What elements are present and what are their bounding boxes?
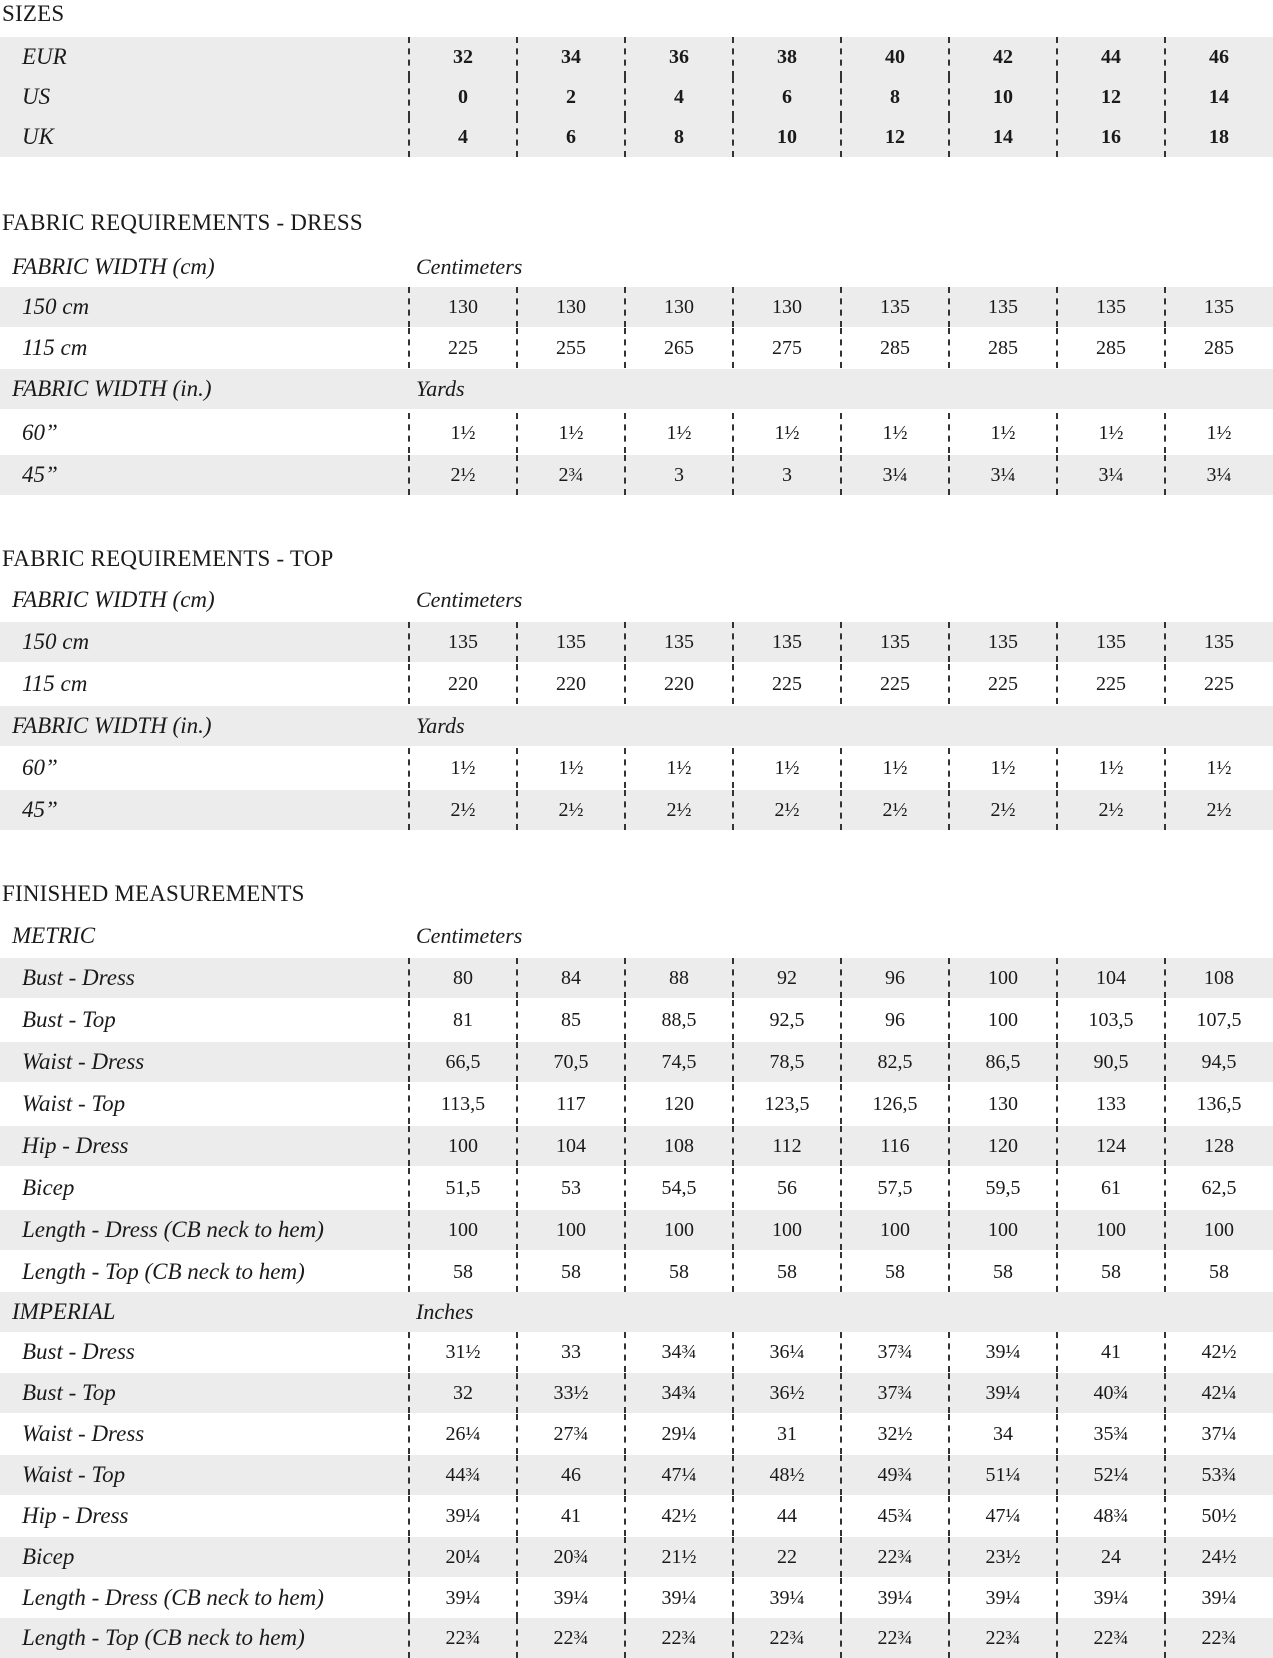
value-cell: 39¼ — [1056, 1578, 1164, 1618]
value-cell: 78,5 — [732, 1042, 840, 1082]
value-cell: 20¾ — [516, 1537, 624, 1577]
value-cell: 6 — [732, 77, 840, 117]
row-label: 45” — [22, 797, 58, 822]
value-cell: 225 — [840, 664, 948, 704]
value-cell: 1½ — [624, 413, 732, 453]
value-cell: 2 — [516, 77, 624, 117]
metric-header-label: METRIC — [12, 923, 96, 948]
metric-row-length-dress — [0, 1210, 1273, 1250]
value-cell: 62,5 — [1164, 1168, 1272, 1208]
value-cell: 1½ — [516, 413, 624, 453]
value-cell: 104 — [516, 1126, 624, 1166]
metric-row-waist-dress — [0, 1042, 1273, 1082]
value-cell: 70,5 — [516, 1042, 624, 1082]
value-cell: 107,5 — [1164, 1000, 1272, 1040]
row-label: Hip - Dress — [22, 1133, 129, 1158]
imperial-row-waist-dress — [0, 1414, 1273, 1454]
row-label: Bust - Dress — [22, 1339, 135, 1364]
value-cell: 42½ — [624, 1496, 732, 1536]
value-cell: 47¼ — [624, 1455, 732, 1495]
value-cell: 108 — [624, 1126, 732, 1166]
value-cell: 6 — [516, 117, 624, 157]
value-cell: 220 — [408, 664, 516, 704]
value-cell: 285 — [840, 328, 948, 368]
value-cell: 56 — [732, 1168, 840, 1208]
value-cell: 1½ — [408, 748, 516, 788]
value-cell: 42 — [948, 37, 1056, 77]
row-label: Bust - Dress — [22, 965, 135, 990]
value-cell: 130 — [516, 287, 624, 327]
value-cell: 82,5 — [840, 1042, 948, 1082]
value-cell: 10 — [948, 77, 1056, 117]
imperial-header-unit: Inches — [416, 1299, 474, 1324]
value-cell: 265 — [624, 328, 732, 368]
value-cell: 100 — [948, 958, 1056, 998]
value-cell: 100 — [840, 1210, 948, 1250]
value-cell: 58 — [624, 1252, 732, 1292]
value-cell: 285 — [1164, 328, 1272, 368]
value-cell: 12 — [840, 117, 948, 157]
value-cell: 1½ — [948, 413, 1056, 453]
row-label: 45” — [22, 462, 58, 487]
value-cell: 66,5 — [408, 1042, 516, 1082]
value-cell: 3¼ — [1056, 455, 1164, 495]
value-cell: 100 — [732, 1210, 840, 1250]
value-cell: 41 — [516, 1496, 624, 1536]
value-cell: 24½ — [1164, 1537, 1272, 1577]
value-cell: 4 — [408, 117, 516, 157]
value-cell: 100 — [408, 1210, 516, 1250]
value-cell: 31 — [732, 1414, 840, 1454]
value-cell: 135 — [948, 622, 1056, 662]
value-cell: 34¾ — [624, 1332, 732, 1372]
value-cell: 2½ — [948, 790, 1056, 830]
metric-header-unit: Centimeters — [416, 923, 523, 948]
dress-cm-header-unit: Centimeters — [416, 254, 523, 279]
value-cell: 117 — [516, 1084, 624, 1124]
value-cell: 42½ — [1164, 1332, 1272, 1372]
value-cell: 22¾ — [1056, 1618, 1164, 1658]
value-cell: 74,5 — [624, 1042, 732, 1082]
metric-row-bicep — [0, 1168, 1273, 1208]
row-label: Length - Top (CB neck to hem) — [22, 1259, 305, 1284]
top-row-60in — [0, 748, 1273, 788]
row-label: Waist - Top — [22, 1091, 126, 1116]
value-cell: 104 — [1056, 958, 1164, 998]
value-cell: 1½ — [948, 748, 1056, 788]
value-cell: 8 — [840, 77, 948, 117]
value-cell: 33½ — [516, 1373, 624, 1413]
value-cell: 96 — [840, 1000, 948, 1040]
dress-row-150cm — [0, 287, 1273, 327]
value-cell: 3 — [732, 455, 840, 495]
row-label: Bicep — [22, 1175, 75, 1200]
value-cell: 275 — [732, 328, 840, 368]
value-cell: 1½ — [1056, 748, 1164, 788]
value-cell: 39¼ — [516, 1578, 624, 1618]
value-cell: 36 — [624, 37, 732, 77]
value-cell: 52¼ — [1056, 1455, 1164, 1495]
value-cell: 39¼ — [948, 1373, 1056, 1413]
value-cell: 14 — [948, 117, 1056, 157]
value-cell: 39¼ — [948, 1578, 1056, 1618]
value-cell: 32½ — [840, 1414, 948, 1454]
dress-row-45in — [0, 455, 1273, 495]
row-label: Bust - Top — [22, 1007, 116, 1032]
value-cell: 51¼ — [948, 1455, 1056, 1495]
row-label: Waist - Dress — [22, 1421, 145, 1446]
value-cell: 225 — [732, 664, 840, 704]
size-row-us — [0, 77, 1273, 117]
value-cell: 225 — [1164, 664, 1272, 704]
top-in-header-label: FABRIC WIDTH (in.) — [12, 713, 212, 738]
value-cell: 39¼ — [408, 1496, 516, 1536]
row-label: Length - Top (CB neck to hem) — [22, 1625, 305, 1650]
value-cell: 130 — [732, 287, 840, 327]
value-cell: 58 — [732, 1252, 840, 1292]
row-label: Length - Dress (CB neck to hem) — [22, 1585, 324, 1610]
value-cell: 32 — [408, 37, 516, 77]
value-cell: 48¾ — [1056, 1496, 1164, 1536]
value-cell: 20¼ — [408, 1537, 516, 1577]
value-cell: 100 — [624, 1210, 732, 1250]
value-cell: 92 — [732, 958, 840, 998]
value-cell: 12 — [1056, 77, 1164, 117]
value-cell: 39¼ — [732, 1578, 840, 1618]
value-cell: 112 — [732, 1126, 840, 1166]
value-cell: 26¼ — [408, 1414, 516, 1454]
value-cell: 84 — [516, 958, 624, 998]
value-cell: 58 — [1056, 1252, 1164, 1292]
value-cell: 41 — [1056, 1332, 1164, 1372]
value-cell: 123,5 — [732, 1084, 840, 1124]
value-cell: 113,5 — [408, 1084, 516, 1124]
value-cell: 135 — [624, 622, 732, 662]
value-cell: 39¼ — [408, 1578, 516, 1618]
value-cell: 128 — [1164, 1126, 1272, 1166]
value-cell: 130 — [624, 287, 732, 327]
value-cell: 96 — [840, 958, 948, 998]
value-cell: 44 — [1056, 37, 1164, 77]
value-cell: 85 — [516, 1000, 624, 1040]
value-cell: 135 — [1056, 622, 1164, 662]
metric-row-bust-top — [0, 1000, 1273, 1040]
metric-header — [0, 916, 1273, 956]
row-label: 150 cm — [22, 629, 90, 654]
value-cell: 135 — [948, 287, 1056, 327]
value-cell: 14 — [1164, 77, 1272, 117]
row-label: Bust - Top — [22, 1380, 116, 1405]
value-cell: 46 — [516, 1455, 624, 1495]
value-cell: 1½ — [624, 748, 732, 788]
value-cell: 3¼ — [840, 455, 948, 495]
value-cell: 36¼ — [732, 1332, 840, 1372]
value-cell: 27¾ — [516, 1414, 624, 1454]
value-cell: 100 — [1164, 1210, 1272, 1250]
value-cell: 22¾ — [1164, 1618, 1272, 1658]
metric-row-length-top — [0, 1252, 1273, 1292]
value-cell: 35¾ — [1056, 1414, 1164, 1454]
value-cell: 58 — [1164, 1252, 1272, 1292]
value-cell: 1½ — [1164, 413, 1272, 453]
value-cell: 103,5 — [1056, 1000, 1164, 1040]
imperial-row-waist-top — [0, 1455, 1273, 1495]
value-cell: 2¾ — [516, 455, 624, 495]
top-cm-header-label: FABRIC WIDTH (cm) — [12, 587, 215, 612]
value-cell: 100 — [948, 1000, 1056, 1040]
value-cell: 120 — [948, 1126, 1056, 1166]
dress-cm-header — [0, 247, 1273, 287]
value-cell: 255 — [516, 328, 624, 368]
value-cell: 34 — [948, 1414, 1056, 1454]
row-label: 60” — [22, 420, 58, 445]
value-cell: 100 — [948, 1210, 1056, 1250]
value-cell: 53¾ — [1164, 1455, 1272, 1495]
imperial-row-bust-top — [0, 1373, 1273, 1413]
value-cell: 2½ — [408, 455, 516, 495]
value-cell: 42¼ — [1164, 1373, 1272, 1413]
value-cell: 10 — [732, 117, 840, 157]
value-cell: 3¼ — [1164, 455, 1272, 495]
value-cell: 1½ — [1056, 413, 1164, 453]
value-cell: 124 — [1056, 1126, 1164, 1166]
top-cm-header — [0, 580, 1273, 620]
value-cell: 88,5 — [624, 1000, 732, 1040]
value-cell: 50½ — [1164, 1496, 1272, 1536]
value-cell: 21½ — [624, 1537, 732, 1577]
value-cell: 47¼ — [948, 1496, 1056, 1536]
value-cell: 58 — [948, 1252, 1056, 1292]
section-title-dress: FABRIC REQUIREMENTS - DRESS — [2, 210, 363, 235]
value-cell: 86,5 — [948, 1042, 1056, 1082]
value-cell: 32 — [408, 1373, 516, 1413]
value-cell: 3 — [624, 455, 732, 495]
imperial-row-length-top — [0, 1618, 1273, 1658]
value-cell: 22¾ — [948, 1618, 1056, 1658]
value-cell: 39¼ — [1164, 1578, 1272, 1618]
value-cell: 58 — [408, 1252, 516, 1292]
value-cell: 80 — [408, 958, 516, 998]
dress-cm-header-label: FABRIC WIDTH (cm) — [12, 254, 215, 279]
row-label: 115 cm — [22, 335, 88, 360]
value-cell: 225 — [408, 328, 516, 368]
value-cell: 116 — [840, 1126, 948, 1166]
value-cell: 8 — [624, 117, 732, 157]
value-cell: 29¼ — [624, 1414, 732, 1454]
row-label: 150 cm — [22, 294, 90, 319]
value-cell: 22¾ — [516, 1618, 624, 1658]
value-cell: 2½ — [516, 790, 624, 830]
value-cell: 1½ — [840, 748, 948, 788]
value-cell: 126,5 — [840, 1084, 948, 1124]
imperial-row-length-dress — [0, 1578, 1273, 1618]
value-cell: 37¾ — [840, 1373, 948, 1413]
value-cell: 135 — [840, 622, 948, 662]
dress-row-115cm — [0, 328, 1273, 368]
value-cell: 38 — [732, 37, 840, 77]
row-label: Bicep — [22, 1544, 75, 1569]
value-cell: 45¾ — [840, 1496, 948, 1536]
value-cell: 22¾ — [732, 1618, 840, 1658]
value-cell: 58 — [840, 1252, 948, 1292]
row-label: Waist - Dress — [22, 1049, 145, 1074]
value-cell: 225 — [1056, 664, 1164, 704]
value-cell: 220 — [516, 664, 624, 704]
value-cell: 22 — [732, 1537, 840, 1577]
value-cell: 285 — [1056, 328, 1164, 368]
value-cell: 225 — [948, 664, 1056, 704]
value-cell: 1½ — [732, 748, 840, 788]
top-in-header — [0, 706, 1273, 746]
value-cell: 2½ — [732, 790, 840, 830]
value-cell: 39¼ — [840, 1578, 948, 1618]
value-cell: 48½ — [732, 1455, 840, 1495]
value-cell: 54,5 — [624, 1168, 732, 1208]
top-row-150cm — [0, 622, 1273, 662]
value-cell: 135 — [408, 622, 516, 662]
top-row-115cm — [0, 664, 1273, 704]
value-cell: 285 — [948, 328, 1056, 368]
value-cell: 120 — [624, 1084, 732, 1124]
value-cell: 46 — [1164, 37, 1272, 77]
value-cell: 1½ — [408, 413, 516, 453]
value-cell: 135 — [1164, 287, 1272, 327]
row-label: UK — [22, 124, 54, 149]
top-row-45in — [0, 790, 1273, 830]
section-title-sizes: SIZES — [2, 1, 65, 26]
value-cell: 44¾ — [408, 1455, 516, 1495]
value-cell: 81 — [408, 1000, 516, 1040]
value-cell: 59,5 — [948, 1168, 1056, 1208]
row-label: 60” — [22, 755, 58, 780]
top-cm-header-unit: Centimeters — [416, 587, 523, 612]
value-cell: 31½ — [408, 1332, 516, 1372]
section-title-finished: FINISHED MEASUREMENTS — [2, 881, 305, 906]
value-cell: 135 — [516, 622, 624, 662]
value-cell: 34 — [516, 37, 624, 77]
value-cell: 3¼ — [948, 455, 1056, 495]
value-cell: 133 — [1056, 1084, 1164, 1124]
value-cell: 40 — [840, 37, 948, 77]
value-cell: 34¾ — [624, 1373, 732, 1413]
value-cell: 88 — [624, 958, 732, 998]
value-cell: 22¾ — [624, 1618, 732, 1658]
value-cell: 22¾ — [840, 1618, 948, 1658]
value-cell: 2½ — [840, 790, 948, 830]
value-cell: 100 — [1056, 1210, 1164, 1250]
value-cell: 39¼ — [948, 1332, 1056, 1372]
value-cell: 22¾ — [408, 1618, 516, 1658]
metric-row-bust-dress — [0, 958, 1273, 998]
imperial-row-hip-dress — [0, 1496, 1273, 1536]
value-cell: 4 — [624, 77, 732, 117]
value-cell: 16 — [1056, 117, 1164, 157]
value-cell: 51,5 — [408, 1168, 516, 1208]
value-cell: 135 — [1164, 622, 1272, 662]
value-cell: 1½ — [840, 413, 948, 453]
value-cell: 33 — [516, 1332, 624, 1372]
value-cell: 135 — [1056, 287, 1164, 327]
value-cell: 135 — [840, 287, 948, 327]
value-cell: 58 — [516, 1252, 624, 1292]
value-cell: 135 — [732, 622, 840, 662]
value-cell: 61 — [1056, 1168, 1164, 1208]
row-label: Hip - Dress — [22, 1503, 129, 1528]
value-cell: 18 — [1164, 117, 1272, 157]
imperial-header — [0, 1292, 1273, 1332]
imperial-row-bicep — [0, 1537, 1273, 1577]
size-row-uk — [0, 117, 1273, 157]
value-cell: 22¾ — [840, 1537, 948, 1577]
dress-in-header — [0, 369, 1273, 409]
dress-in-header-unit: Yards — [416, 376, 465, 401]
value-cell: 49¾ — [840, 1455, 948, 1495]
value-cell: 136,5 — [1164, 1084, 1272, 1124]
metric-row-hip-dress — [0, 1126, 1273, 1166]
value-cell: 1½ — [516, 748, 624, 788]
value-cell: 100 — [408, 1126, 516, 1166]
value-cell: 130 — [408, 287, 516, 327]
row-label: Length - Dress (CB neck to hem) — [22, 1217, 324, 1242]
value-cell: 130 — [948, 1084, 1056, 1124]
value-cell: 220 — [624, 664, 732, 704]
value-cell: 108 — [1164, 958, 1272, 998]
row-label: 115 cm — [22, 671, 88, 696]
row-label: EUR — [22, 44, 67, 69]
value-cell: 0 — [408, 77, 516, 117]
metric-row-waist-top — [0, 1084, 1273, 1124]
value-cell: 2½ — [408, 790, 516, 830]
value-cell: 57,5 — [840, 1168, 948, 1208]
value-cell: 2½ — [1164, 790, 1272, 830]
value-cell: 39¼ — [624, 1578, 732, 1618]
value-cell: 100 — [516, 1210, 624, 1250]
imperial-row-bust-dress — [0, 1332, 1273, 1372]
top-in-header-unit: Yards — [416, 713, 465, 738]
value-cell: 53 — [516, 1168, 624, 1208]
value-cell: 90,5 — [1056, 1042, 1164, 1082]
dress-row-60in — [0, 413, 1273, 453]
value-cell: 44 — [732, 1496, 840, 1536]
value-cell: 1½ — [732, 413, 840, 453]
value-cell: 94,5 — [1164, 1042, 1272, 1082]
section-title-top: FABRIC REQUIREMENTS - TOP — [2, 546, 334, 571]
value-cell: 36½ — [732, 1373, 840, 1413]
row-label: US — [22, 84, 51, 109]
value-cell: 2½ — [1056, 790, 1164, 830]
value-cell: 1½ — [1164, 748, 1272, 788]
row-label: Waist - Top — [22, 1462, 126, 1487]
value-cell: 92,5 — [732, 1000, 840, 1040]
dress-in-header-label: FABRIC WIDTH (in.) — [12, 376, 212, 401]
value-cell: 24 — [1056, 1537, 1164, 1577]
value-cell: 40¾ — [1056, 1373, 1164, 1413]
value-cell: 37¼ — [1164, 1414, 1272, 1454]
value-cell: 2½ — [624, 790, 732, 830]
size-row-eur — [0, 37, 1273, 77]
value-cell: 23½ — [948, 1537, 1056, 1577]
imperial-header-label: IMPERIAL — [12, 1299, 116, 1324]
value-cell: 37¾ — [840, 1332, 948, 1372]
